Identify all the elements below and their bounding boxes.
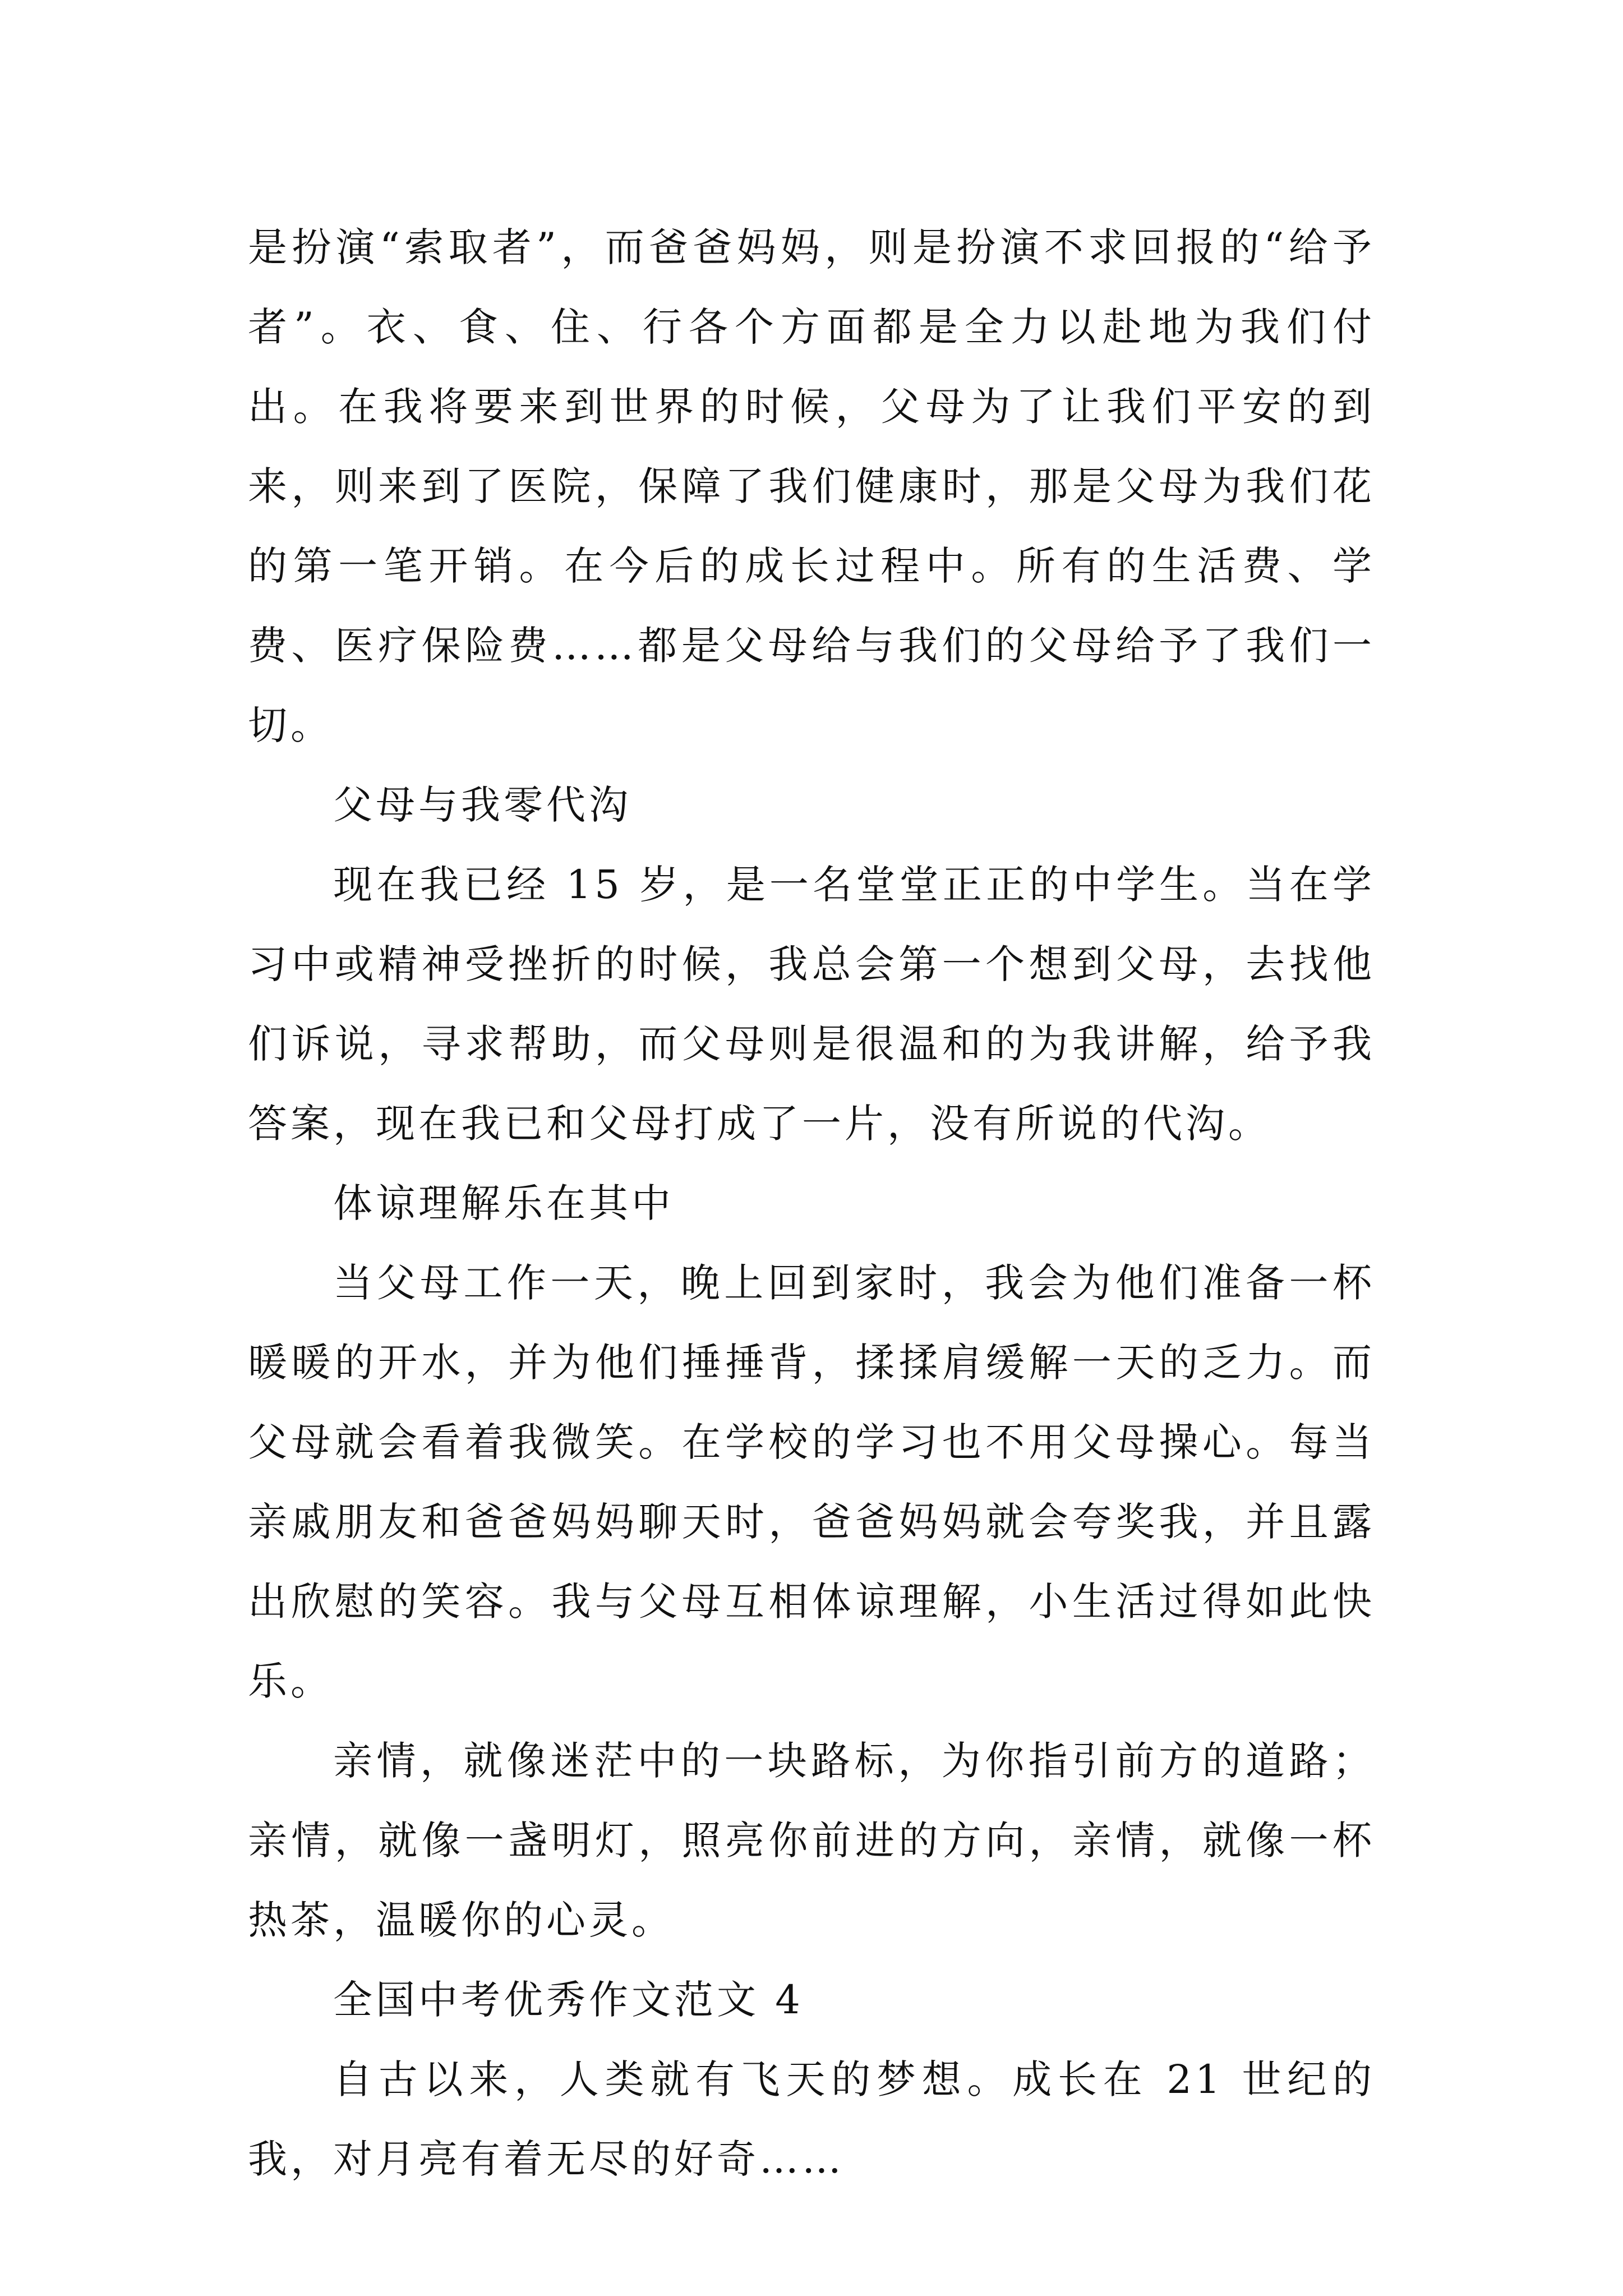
paragraph: 亲情，就像迷茫中的一块路标，为你指引前方的道路；亲情，就像一盏明灯，照亮你前进的方向，亲情，就像一杯热茶，温暖你的心灵。 — [248, 1738, 1375, 1943]
section-heading: 体谅理解乐在其中 — [333, 1180, 674, 1226]
essay-body — [248, 208, 1375, 2199]
section-heading: 父母与我零代沟 — [333, 782, 631, 828]
paragraph: 当父母工作一天，晚上回到家时，我会为他们准备一杯暖暖的开水，并为他们捶捶背，揉揉肩缓解一天的乏力。而父母就会看着我微笑。在学校的学习也不用父母操心。每当亲戚朋友和爸爸妈妈聊天时，爸爸妈妈就会夸奖我，并且露出欣慰的笑容。我与父母互相体谅理解，小生活过得如此快乐。 — [248, 1260, 1375, 1704]
paragraph: 自古以来，人类就有飞天的梦想。成长在 21 世纪的我，对月亮有着无尽的好奇…… — [248, 2056, 1375, 2182]
paragraph-continued: 是扮演“索取者”，而爸爸妈妈，则是扮演不求回报的“给予者”。衣、食、住、行各个方面都是全力以赴地为我们付出。在我将要来到世界的时候，父母为了让我们平安的到来，则来到了医院，保障了我们健康时，那是父母为我们花的第一笔开销。在今后的成长过程中。所有的生活费、学费、医疗保险费……都是父母给与我们的父母给予了我们一切。 — [248, 224, 1375, 748]
essay-title: 全国中考优秀作文范文 4 — [333, 1977, 804, 2023]
paragraph: 现在我已经 15 岁，是一名堂堂正正的中学生。当在学习中或精神受挫折的时候，我总会第一个想到父母，去找他们诉说，寻求帮助，而父母则是很温和的为我讲解，给予我答案，现在我已和父母打成了一片，没有所说的代沟。 — [248, 862, 1375, 1147]
